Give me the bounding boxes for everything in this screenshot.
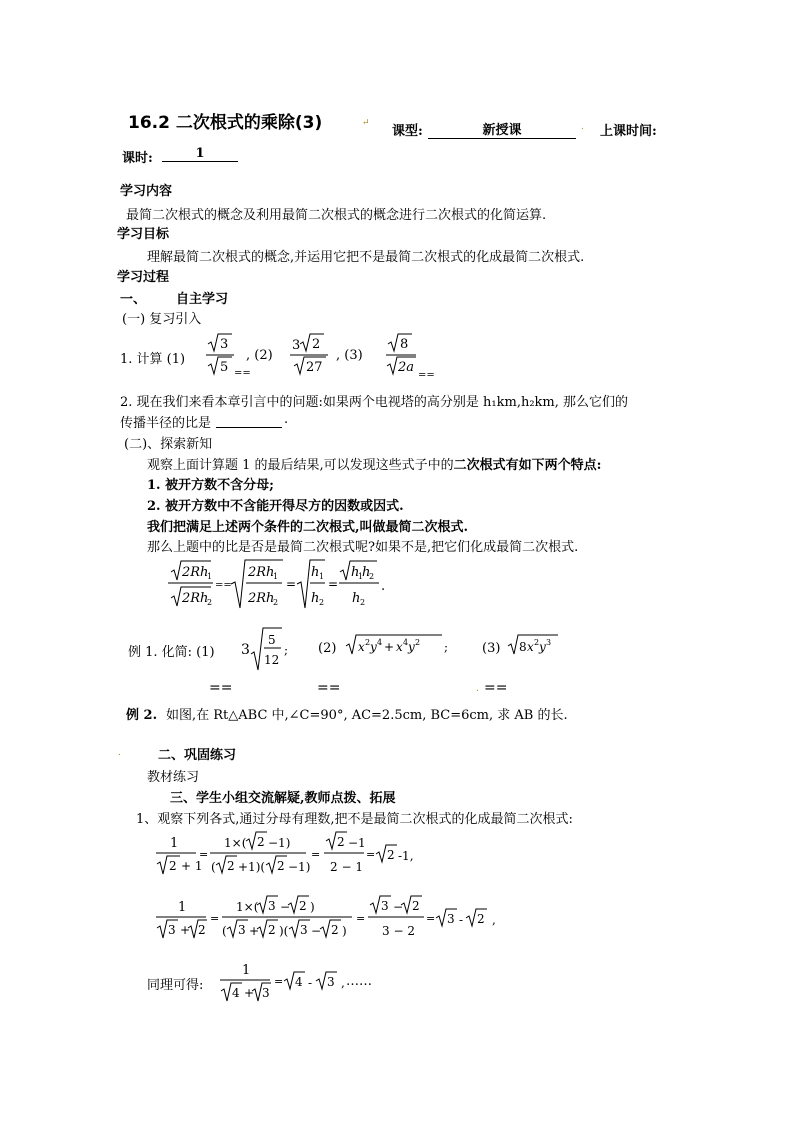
svg-text:2: 2 <box>534 638 540 647</box>
svg-text:-1,: -1, <box>398 849 414 863</box>
q1-n1: 3 <box>220 337 229 352</box>
svg-text:1: 1 <box>358 572 364 581</box>
svg-text:2: 2 <box>365 638 371 647</box>
q2-blank[interactable] <box>216 412 282 428</box>
svg-text:2: 2 <box>268 923 276 937</box>
svg-text:2: 2 <box>337 835 345 849</box>
ex1-answer-3: == <box>484 680 508 696</box>
svg-text:3: 3 <box>447 912 455 926</box>
part3-heading: 三、学生小组交流解疑,教师点拨、拓展 <box>170 791 396 806</box>
course-type-value: 新授课 <box>428 119 576 139</box>
goal-text: 理解最简二次根式的概念,并运用它把不是最简二次根式的化成最简二次根式. <box>147 250 585 265</box>
svg-text:−: − <box>280 900 291 914</box>
sub1-heading: (一) 复习引入 <box>122 312 202 327</box>
svg-text:2: 2 <box>273 598 279 607</box>
svg-text:y: y <box>408 640 415 654</box>
svg-text:==: == <box>215 580 232 591</box>
svg-text:4: 4 <box>232 986 240 1000</box>
svg-text:−: − <box>311 924 322 938</box>
svg-text:-: - <box>459 913 464 927</box>
svg-text:)(: )( <box>279 924 289 938</box>
observe-plain: 观察上面计算题 1 的最后结果,可以发现这些式子中的 <box>147 458 454 473</box>
svg-text:3: 3 <box>268 899 276 913</box>
svg-text:+: + <box>244 986 255 1000</box>
q2-line1: 2. 现在我们来看本章引言中的问题:如果两个电视塔的高分别是 h₁km,h₂km, 那么它们的 <box>120 395 629 410</box>
ex1-p3: (3) <box>482 641 501 656</box>
q1-sep2: , (2) <box>246 348 273 363</box>
svg-text:1×(: 1×( <box>224 836 247 850</box>
ex2-label: 例 2. <box>126 708 158 723</box>
q1-d3: 2a <box>398 360 415 375</box>
svg-text:=: = <box>356 912 366 925</box>
svg-text:3: 3 <box>546 638 552 647</box>
ratio-expression <box>165 558 405 610</box>
svg-text:=: = <box>311 848 321 861</box>
content-heading: 学习内容 <box>120 184 173 199</box>
definition: 我们把满足上述两个条件的二次根式,叫做最简二次根式. <box>147 520 469 535</box>
svg-text:2: 2 <box>227 859 235 873</box>
ex1-expr3 <box>506 632 566 660</box>
question: 那么上题中的比是否是最简二次根式呢?如果不是,把它们化成最简二次根式. <box>147 540 579 555</box>
ex1-label: 例 1. 化简: (1) <box>128 645 215 660</box>
svg-text:4: 4 <box>403 638 409 647</box>
q1-d1: 5 <box>220 360 229 375</box>
svg-text:): ) <box>310 900 315 914</box>
svg-text:2Rh: 2Rh <box>182 565 209 580</box>
svg-text:,: , <box>492 913 496 927</box>
svg-text:−1): −1) <box>288 860 311 874</box>
svg-text:2: 2 <box>415 638 421 647</box>
feature-1: 1. 被开方数不含分母; <box>147 478 274 493</box>
svg-text:1×(: 1×( <box>236 900 259 914</box>
svg-text:=: = <box>199 848 209 861</box>
svg-text:2Rh: 2Rh <box>248 565 275 580</box>
rationalize-example-2 <box>154 894 514 944</box>
svg-text:-: - <box>308 976 313 990</box>
svg-text:2: 2 <box>331 923 339 937</box>
svg-text:+1)(: +1)( <box>238 860 266 874</box>
svg-text:3 − 2: 3 − 2 <box>382 924 415 938</box>
goal-heading: 学习目标 <box>117 227 170 242</box>
svg-text:y: y <box>370 640 377 654</box>
ellipsis: …… <box>346 974 372 989</box>
svg-text:2: 2 <box>198 923 206 937</box>
svg-text:h: h <box>351 565 360 580</box>
dot-mark-icon: . <box>581 122 584 132</box>
svg-text:+: + <box>180 923 191 937</box>
svg-text:2: 2 <box>299 899 307 913</box>
part1-num: 一、 <box>120 292 147 307</box>
ex1-expr1 <box>240 626 290 672</box>
svg-text:.: . <box>381 579 386 594</box>
svg-text:2: 2 <box>207 598 213 607</box>
q1-eq3: == <box>418 370 435 381</box>
svg-text:2: 2 <box>387 848 395 862</box>
svg-text:2: 2 <box>477 912 485 926</box>
svg-text:=: = <box>274 975 284 988</box>
svg-text:3: 3 <box>168 923 176 937</box>
svg-text:x: x <box>358 640 365 654</box>
svg-text:12: 12 <box>264 653 280 667</box>
svg-text:3: 3 <box>300 923 308 937</box>
svg-text:=: = <box>366 848 376 861</box>
svg-text:4: 4 <box>377 638 383 647</box>
svg-text:3: 3 <box>381 899 389 913</box>
q1-d2: 27 <box>306 360 323 375</box>
svg-text:+ 1: + 1 <box>181 859 203 873</box>
svg-text:=: = <box>426 912 436 925</box>
svg-text:2Rh: 2Rh <box>182 591 209 606</box>
svg-text:2Rh: 2Rh <box>248 591 275 606</box>
rationalize-example-1 <box>154 830 454 880</box>
q2-line2: 传播半径的比是 <box>120 416 212 431</box>
part2-heading: 二、巩固练习 <box>158 748 237 763</box>
ex1-p2: (2) <box>318 641 337 656</box>
ex1-answer-2: == <box>317 680 341 696</box>
svg-text:2 − 1: 2 − 1 <box>330 860 363 874</box>
svg-text:;: ; <box>444 640 449 654</box>
similarly-label: 同理可得: <box>147 978 204 993</box>
svg-text:(: ( <box>222 924 227 938</box>
svg-text:=: = <box>328 577 339 591</box>
dot-mark-3-icon: . <box>118 748 121 758</box>
content-text: 最简二次根式的概念及利用最简二次根式的概念进行二次根式的化简运算. <box>126 208 547 223</box>
svg-text:1: 1 <box>207 572 213 581</box>
svg-text:3: 3 <box>238 923 246 937</box>
svg-text:x: x <box>527 640 534 654</box>
dot-mark-2-icon: . <box>476 684 479 694</box>
svg-text:(: ( <box>211 860 216 874</box>
svg-text:3: 3 <box>262 986 270 1000</box>
svg-text:h: h <box>311 565 320 580</box>
svg-text:1: 1 <box>178 900 187 915</box>
page-title: 16.2 二次根式的乘除(3) <box>128 113 323 133</box>
svg-text:=: = <box>286 577 297 591</box>
svg-text:x: x <box>396 640 403 654</box>
svg-text:2: 2 <box>369 572 375 581</box>
svg-text:2: 2 <box>277 859 285 873</box>
textbook-exercise: 教材练习 <box>147 770 200 785</box>
course-type-label: 课型: <box>392 124 423 139</box>
svg-text:h: h <box>311 591 320 606</box>
observe-text <box>147 454 601 473</box>
svg-text:−1): −1) <box>268 836 291 850</box>
svg-text:3: 3 <box>327 975 335 989</box>
svg-text:=: = <box>210 912 220 925</box>
svg-text:1: 1 <box>273 572 279 581</box>
q1-label: 1. 计算 (1) <box>120 352 186 367</box>
hours-label: 课时: <box>122 151 153 166</box>
q1-eq1: == <box>234 368 251 379</box>
observation-question: 1、观察下列各式,通过分母有理数,把不是最简二次根式的化成最简二次根式: <box>136 812 573 827</box>
q1-n2: 3 <box>292 338 301 353</box>
svg-text:5: 5 <box>268 633 276 647</box>
ex1-expr2 <box>344 632 454 660</box>
svg-text:+: + <box>384 640 395 654</box>
class-time-label: 上课时间: <box>600 124 657 139</box>
process-heading: 学习过程 <box>117 270 170 285</box>
feature-2: 2. 被开方数中不含能开得尽方的因数或因式. <box>147 499 404 514</box>
svg-text:+: + <box>249 924 260 938</box>
svg-text:2: 2 <box>257 835 265 849</box>
svg-text:2: 2 <box>319 598 325 607</box>
part1-title: 自主学习 <box>176 292 229 307</box>
svg-text:h: h <box>362 565 371 580</box>
svg-text:,: , <box>341 976 345 990</box>
svg-text:h: h <box>352 591 361 606</box>
svg-text:2: 2 <box>360 598 366 607</box>
q1-sep3: , (3) <box>336 348 363 363</box>
svg-text:8: 8 <box>519 640 527 654</box>
svg-text:4: 4 <box>295 975 303 989</box>
svg-text:1: 1 <box>170 836 179 851</box>
svg-text:−1: −1 <box>348 836 366 850</box>
svg-text:;: ; <box>284 643 289 657</box>
svg-text:2: 2 <box>412 899 420 913</box>
svg-text:−: − <box>393 900 404 914</box>
svg-text:1: 1 <box>319 572 325 581</box>
svg-text:y: y <box>539 640 546 654</box>
hours-value: 1 <box>162 146 238 162</box>
svg-text:): ) <box>342 924 347 938</box>
return-mark-icon: ↵ <box>362 118 370 128</box>
svg-text:2: 2 <box>312 337 321 352</box>
sub2-heading: (二)、探索新知 <box>124 437 213 452</box>
q1-fractions <box>204 332 435 382</box>
ex2-text: 如图,在 Rt△ABC 中,∠C=90°, AC=2.5cm, BC=6cm, 求 AB 的长. <box>166 708 568 723</box>
observe-bold: 二次根式有如下两个特点: <box>453 458 602 473</box>
svg-text:3: 3 <box>241 642 250 658</box>
q1-n3: 8 <box>400 337 409 352</box>
ex1-answer-1: == <box>209 680 233 696</box>
svg-text:2: 2 <box>169 859 177 873</box>
svg-text:1: 1 <box>242 963 251 978</box>
q2-period: . <box>284 412 289 427</box>
